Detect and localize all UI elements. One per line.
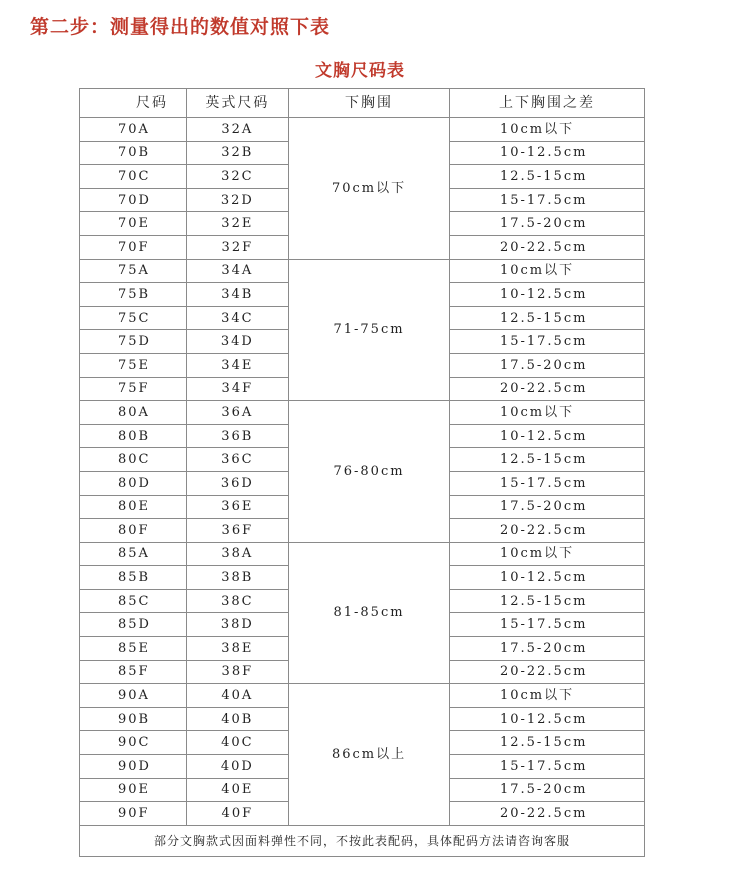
cell-us-size: 34A (186, 259, 289, 283)
header-size: 尺码 (80, 89, 187, 118)
cell-difference: 10cm以下 (449, 542, 644, 566)
cell-difference: 10-12.5cm (449, 283, 644, 307)
cell-difference: 10cm以下 (449, 684, 644, 708)
table-row (80, 684, 645, 708)
cell-us-size: 40D (186, 755, 289, 779)
cell-difference: 10cm以下 (449, 118, 644, 142)
cell-size: 75C (80, 306, 187, 330)
footnote: 部分文胸款式因面料弹性不同，不按此表配码，具体配码方法请咨询客服 (80, 825, 645, 856)
cell-us-size: 36E (186, 495, 289, 519)
cell-difference: 20-22.5cm (449, 660, 644, 684)
cell-difference: 10cm以下 (449, 401, 644, 425)
cell-difference: 17.5-20cm (449, 495, 644, 519)
cell-underbust: 81-85cm (289, 542, 450, 684)
table-row (80, 542, 645, 566)
cell-difference: 15-17.5cm (449, 188, 644, 212)
cell-us-size: 32F (186, 235, 289, 259)
cell-difference: 15-17.5cm (449, 471, 644, 495)
footnote-row (80, 825, 645, 856)
cell-size: 75B (80, 283, 187, 307)
cell-underbust: 71-75cm (289, 259, 450, 401)
cell-size: 90E (80, 778, 187, 802)
cell-size: 85A (80, 542, 187, 566)
cell-size: 80E (80, 495, 187, 519)
cell-size: 70F (80, 235, 187, 259)
cell-size: 90C (80, 731, 187, 755)
table-body (80, 118, 645, 826)
cell-difference: 17.5-20cm (449, 212, 644, 236)
cell-us-size: 40C (186, 731, 289, 755)
cell-us-size: 40B (186, 707, 289, 731)
cell-underbust: 70cm以下 (289, 118, 450, 260)
cell-difference: 12.5-15cm (449, 165, 644, 189)
cell-difference: 10cm以下 (449, 259, 644, 283)
table-row (80, 401, 645, 425)
cell-size: 80F (80, 519, 187, 543)
cell-size: 85C (80, 589, 187, 613)
cell-us-size: 40E (186, 778, 289, 802)
cell-difference: 17.5-20cm (449, 637, 644, 661)
cell-size: 70E (80, 212, 187, 236)
cell-size: 75E (80, 353, 187, 377)
cell-size: 80D (80, 471, 187, 495)
cell-us-size: 34F (186, 377, 289, 401)
cell-difference: 10-12.5cm (449, 707, 644, 731)
cell-us-size: 36A (186, 401, 289, 425)
cell-size: 90B (80, 707, 187, 731)
cell-size: 80B (80, 424, 187, 448)
cell-us-size: 34B (186, 283, 289, 307)
cell-difference: 15-17.5cm (449, 755, 644, 779)
cell-size: 90F (80, 802, 187, 826)
cell-us-size: 38B (186, 566, 289, 590)
table-title: 文胸尺码表 (315, 61, 405, 81)
cell-us-size: 32C (186, 165, 289, 189)
cell-us-size: 38F (186, 660, 289, 684)
cell-us-size: 36B (186, 424, 289, 448)
header-difference: 上下胸围之差 (449, 89, 644, 118)
cell-us-size: 38E (186, 637, 289, 661)
cell-size: 85F (80, 660, 187, 684)
cell-us-size: 32A (186, 118, 289, 142)
cell-us-size: 32E (186, 212, 289, 236)
cell-us-size: 34C (186, 306, 289, 330)
cell-size: 75D (80, 330, 187, 354)
header-row (80, 89, 645, 118)
cell-us-size: 40A (186, 684, 289, 708)
cell-difference: 10-12.5cm (449, 141, 644, 165)
cell-us-size: 40F (186, 802, 289, 826)
cell-us-size: 36C (186, 448, 289, 472)
header-underbust: 下胸围 (289, 89, 450, 118)
cell-size: 80A (80, 401, 187, 425)
cell-size: 70C (80, 165, 187, 189)
cell-difference: 20-22.5cm (449, 235, 644, 259)
cell-difference: 17.5-20cm (449, 778, 644, 802)
cell-difference: 12.5-15cm (449, 306, 644, 330)
cell-underbust: 76-80cm (289, 401, 450, 543)
header-us-size: 英式尺码 (186, 89, 289, 118)
cell-difference: 12.5-15cm (449, 589, 644, 613)
cell-size: 85D (80, 613, 187, 637)
cell-size: 70A (80, 118, 187, 142)
cell-size: 70D (80, 188, 187, 212)
cell-us-size: 32D (186, 188, 289, 212)
cell-size: 85E (80, 637, 187, 661)
cell-us-size: 38C (186, 589, 289, 613)
cell-size: 80C (80, 448, 187, 472)
cell-us-size: 32B (186, 141, 289, 165)
cell-difference: 10-12.5cm (449, 424, 644, 448)
cell-us-size: 38D (186, 613, 289, 637)
cell-us-size: 38A (186, 542, 289, 566)
cell-us-size: 34D (186, 330, 289, 354)
cell-difference: 12.5-15cm (449, 731, 644, 755)
cell-us-size: 36D (186, 471, 289, 495)
size-chart-table (79, 88, 645, 857)
table-row (80, 118, 645, 142)
cell-size: 90D (80, 755, 187, 779)
cell-size: 75A (80, 259, 187, 283)
cell-us-size: 36F (186, 519, 289, 543)
cell-difference: 10-12.5cm (449, 566, 644, 590)
step-title: 第二步：测量得出的数值对照下表 (30, 16, 331, 38)
cell-difference: 17.5-20cm (449, 353, 644, 377)
cell-size: 90A (80, 684, 187, 708)
cell-difference: 12.5-15cm (449, 448, 644, 472)
cell-size: 75F (80, 377, 187, 401)
cell-size: 70B (80, 141, 187, 165)
cell-difference: 15-17.5cm (449, 613, 644, 637)
cell-size: 85B (80, 566, 187, 590)
cell-difference: 20-22.5cm (449, 802, 644, 826)
cell-difference: 15-17.5cm (449, 330, 644, 354)
cell-difference: 20-22.5cm (449, 377, 644, 401)
cell-difference: 20-22.5cm (449, 519, 644, 543)
cell-underbust: 86cm以上 (289, 684, 450, 826)
table-row (80, 259, 645, 283)
cell-us-size: 34E (186, 353, 289, 377)
